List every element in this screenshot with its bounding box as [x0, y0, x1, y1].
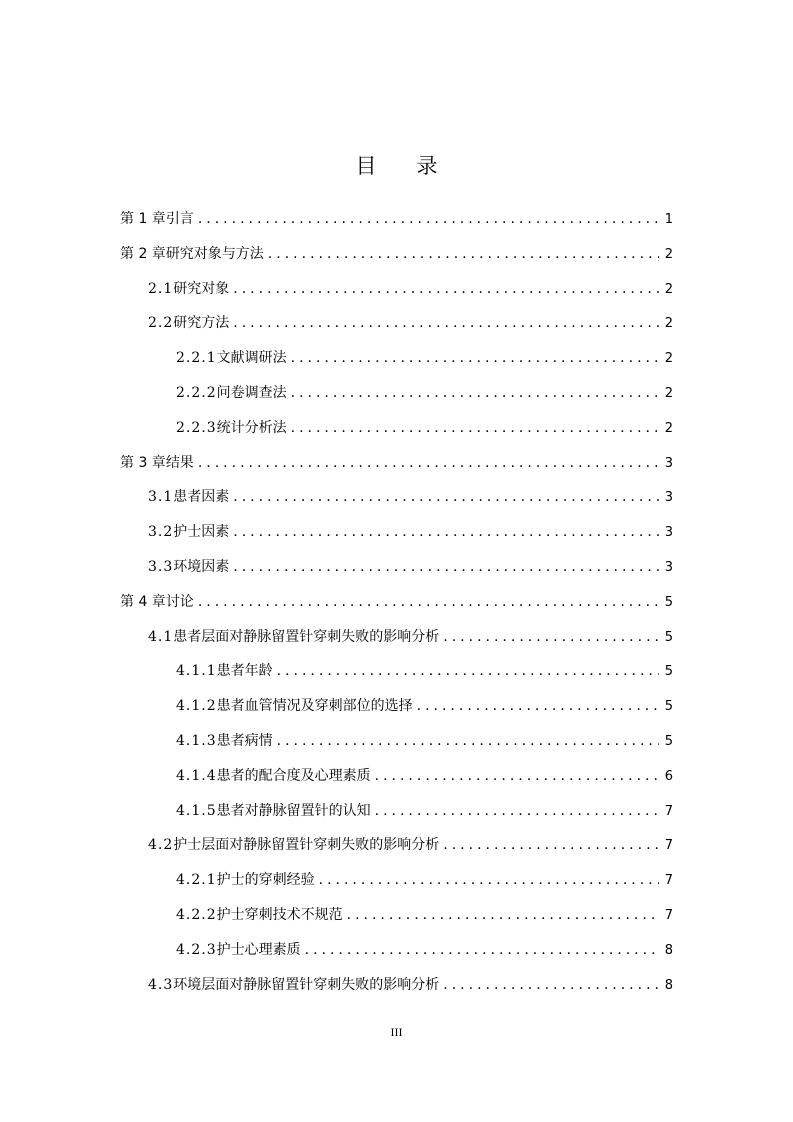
toc-leader-dots — [291, 420, 659, 436]
toc-entry[interactable] — [120, 452, 673, 474]
toc-entry[interactable] — [176, 382, 673, 404]
toc-entry-page: 8 — [664, 942, 673, 958]
toc-entry-number: 4.1.4 — [176, 767, 217, 784]
toc-leader-dots — [443, 977, 659, 993]
toc-entry-title: 引言 — [165, 211, 194, 227]
toc-leader-dots — [375, 768, 659, 784]
toc-entry-number: 4.2.3 — [176, 941, 217, 958]
toc-entry-title: 患者的配合度及心理素质 — [216, 767, 371, 784]
toc-entry-title: 问卷调查法 — [216, 385, 287, 401]
toc-entry-title: 护士因素 — [173, 524, 230, 541]
toc-entry-number: 2.2 — [148, 315, 174, 332]
page-title — [0, 150, 793, 180]
toc-entry-title: 环境层面对静脉留置针穿刺失败的影响分析 — [173, 976, 440, 993]
toc-entry-title: 患者年龄 — [216, 663, 273, 680]
toc-entry-number: 4.1.5 — [176, 802, 217, 819]
toc-entry-page: 5 — [664, 594, 673, 610]
toc-leader-dots — [233, 315, 659, 331]
toc-entry-page: 2 — [664, 351, 673, 367]
toc-entry-page: 2 — [664, 386, 673, 401]
toc-entry-title: 患者因素 — [173, 489, 230, 506]
toc-entry-title: 讨论 — [165, 593, 194, 610]
toc-entry[interactable] — [176, 869, 673, 891]
toc-leader-dots — [233, 281, 659, 297]
toc-entry-page: 5 — [664, 664, 673, 680]
toc-entry-page: 7 — [664, 838, 673, 854]
toc-leader-dots — [443, 629, 659, 645]
toc-entry-page: 3 — [664, 525, 673, 541]
toc-entry-page: 3 — [664, 560, 673, 575]
toc-leader-dots — [198, 594, 659, 610]
toc-entry[interactable] — [176, 347, 673, 369]
toc-leader-dots — [268, 246, 659, 262]
toc-leader-dots — [375, 803, 659, 819]
toc-leader-dots — [291, 385, 659, 401]
toc-entry-number: 3.2 — [148, 524, 174, 541]
toc-leader-dots — [198, 211, 659, 227]
toc-entry-title: 研究方法 — [173, 315, 230, 332]
title-char-2: 录 — [416, 154, 438, 178]
toc-entry-number: 3.1 — [148, 489, 174, 506]
toc-leader-dots — [233, 559, 659, 575]
toc-leader-dots — [443, 837, 659, 853]
toc-entry-number: 第 3 章 — [120, 454, 166, 471]
toc-entry-page: 2 — [664, 420, 673, 436]
page-number: III — [390, 1025, 403, 1039]
toc-entry-page: 5 — [664, 734, 673, 749]
toc-entry-title: 护士层面对静脉留置针穿刺失败的影响分析 — [173, 837, 440, 854]
toc-entry-title: 护士的穿刺经验 — [216, 872, 315, 889]
toc-entry-number: 第 1 章 — [120, 211, 166, 227]
toc-leader-dots — [277, 733, 659, 749]
toc-entry-page: 3 — [664, 455, 673, 471]
toc-leader-dots — [277, 663, 659, 679]
toc-leader-dots — [233, 524, 659, 540]
toc-entry-number: 4.2.1 — [176, 872, 217, 889]
toc-entry-number: 2.2.2 — [176, 385, 217, 401]
toc-entry-title: 文献调研法 — [216, 350, 287, 367]
toc-entry-page: 7 — [664, 908, 673, 923]
toc-entry[interactable] — [148, 278, 673, 300]
toc-entry-number: 第 2 章 — [120, 245, 166, 262]
toc-entry-page: 2 — [664, 281, 673, 297]
toc-entry[interactable] — [148, 626, 673, 648]
toc-entry-page: 2 — [664, 246, 673, 262]
toc-entry-title: 患者对静脉留置针的认知 — [216, 802, 371, 819]
toc-entry-number: 4.1.2 — [176, 698, 217, 715]
title-char-1: 目 — [355, 154, 377, 178]
toc-entry[interactable] — [148, 974, 673, 996]
toc-entry-page: 7 — [664, 873, 673, 889]
toc-entry-title: 统计分析法 — [216, 419, 287, 436]
toc-leader-dots — [198, 455, 659, 471]
toc-leader-dots — [233, 489, 659, 505]
toc-entry-title: 护士心理素质 — [216, 941, 301, 958]
toc-entry[interactable] — [176, 730, 673, 752]
toc-entry-title: 研究对象与方法 — [165, 245, 264, 262]
toc-leader-dots — [305, 942, 659, 958]
toc-entry-number: 2.2.1 — [176, 350, 217, 367]
toc-entry[interactable] — [176, 695, 673, 717]
toc-entry[interactable] — [148, 486, 673, 508]
toc-entry-page: 3 — [664, 490, 673, 506]
toc-entry-title: 患者病情 — [216, 733, 273, 749]
toc-leader-dots — [291, 350, 659, 366]
toc-entry-page: 1 — [664, 212, 673, 227]
toc-entry-number: 3.3 — [148, 559, 174, 575]
toc-entry-title: 环境因素 — [173, 559, 230, 575]
toc-entry[interactable] — [148, 312, 673, 334]
toc-entry-page: 5 — [664, 629, 673, 645]
toc-entry-number: 4.2 — [148, 837, 174, 854]
toc-entry[interactable] — [176, 765, 673, 787]
toc-entry-title: 患者层面对静脉留置针穿刺失败的影响分析 — [173, 628, 440, 645]
toc-entry-number: 第 4 章 — [120, 593, 166, 610]
toc-entry-number: 2.1 — [148, 280, 174, 297]
toc-entry[interactable] — [176, 939, 673, 961]
toc-entry[interactable] — [176, 417, 673, 439]
toc-entry-page: 7 — [664, 803, 673, 819]
toc-entry-title: 研究对象 — [173, 280, 230, 297]
toc-entry[interactable] — [148, 834, 673, 856]
toc-entry-number: 4.1 — [148, 628, 174, 645]
toc-entry[interactable] — [120, 591, 673, 613]
toc-entry-number: 2.2.3 — [176, 419, 217, 436]
toc-entry-title: 患者血管情况及穿刺部位的选择 — [216, 698, 413, 715]
toc-entry-page: 8 — [664, 977, 673, 993]
toc-entry-number: 4.3 — [148, 976, 174, 993]
toc-leader-dots — [347, 907, 659, 923]
toc-entry[interactable] — [176, 800, 673, 822]
toc-entry[interactable] — [120, 208, 673, 230]
toc-leader-dots — [319, 872, 659, 888]
toc-entry[interactable] — [120, 243, 673, 265]
toc-entry-number: 4.1.1 — [176, 663, 217, 680]
toc-entry-page: 6 — [664, 768, 673, 784]
toc-entry-page: 2 — [664, 316, 673, 332]
toc-entry[interactable] — [148, 521, 673, 543]
toc-leader-dots — [417, 698, 659, 714]
toc-entry[interactable] — [176, 904, 673, 926]
toc-entry-number: 4.2.2 — [176, 907, 217, 923]
toc-entry-number: 4.1.3 — [176, 733, 217, 749]
toc-entry[interactable] — [176, 660, 673, 682]
toc-entry-title: 护士穿刺技术不规范 — [216, 907, 343, 923]
toc-entry-page: 5 — [664, 699, 673, 715]
toc-entry-title: 结果 — [165, 454, 194, 471]
toc-entry[interactable] — [148, 556, 673, 578]
